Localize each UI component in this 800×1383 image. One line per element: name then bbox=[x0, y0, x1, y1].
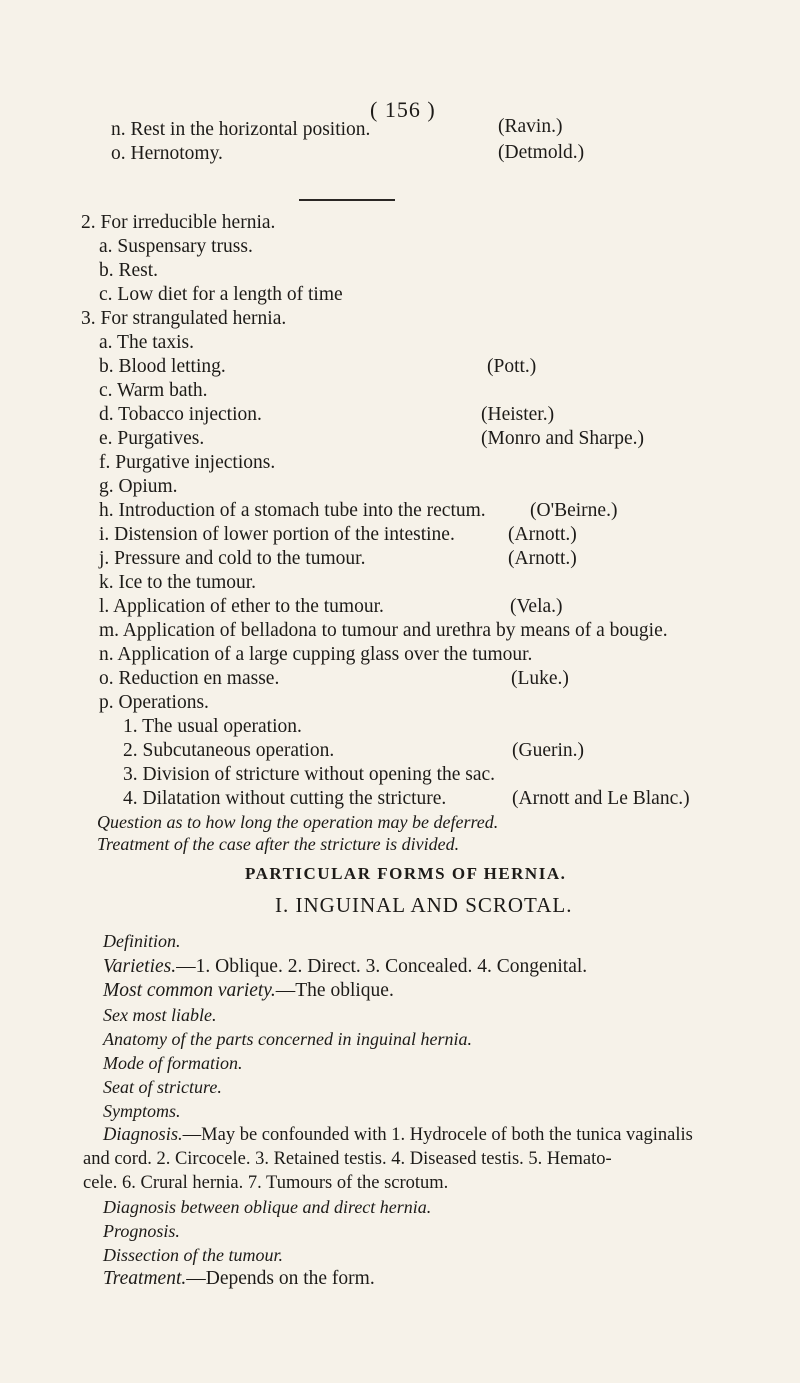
ref-ravin: (Ravin.) bbox=[498, 116, 563, 137]
list-item: a. The taxis. bbox=[99, 332, 194, 353]
ref-heister: (Heister.) bbox=[481, 404, 555, 425]
treatment-final-line bbox=[103, 1267, 375, 1291]
page-number: ( 156 ) bbox=[370, 97, 436, 122]
diagnosis-line bbox=[103, 1123, 693, 1147]
ref-obeirne: (O'Beirne.) bbox=[530, 500, 618, 521]
diagnosis-text: —May be confounded with 1. Hydrocele of both the tunica vaginalis bbox=[182, 1125, 693, 1145]
list-item: j. Pressure and cold to the tumour. bbox=[99, 548, 366, 569]
seat-label: Seat of stricture. bbox=[103, 1077, 222, 1097]
list-item: e. Purgatives. bbox=[99, 428, 205, 449]
treatment-final-label: Treatment. bbox=[103, 1268, 187, 1289]
mode-label: Mode of formation. bbox=[103, 1053, 243, 1073]
list-item: p. Operations. bbox=[99, 692, 209, 713]
section-title-irreducible: 2. For irreducible hernia. bbox=[81, 212, 276, 233]
list-item: d. Tobacco injection. bbox=[99, 404, 262, 425]
list-item: i. Distension of lower portion of the intestine. bbox=[99, 524, 455, 545]
operation-item: 4. Dilatation without cutting the stricture. bbox=[123, 788, 447, 809]
list-item: o. Reduction en masse. bbox=[99, 668, 280, 689]
section-subheading: I. INGUINAL AND SCROTAL. bbox=[275, 893, 573, 917]
list-item: c. Warm bath. bbox=[99, 380, 208, 401]
ref-arnott: (Arnott.) bbox=[508, 548, 577, 569]
common-variety-label: Most common variety. bbox=[103, 980, 276, 1001]
anatomy-label: Anatomy of the parts concerned in inguinal hernia. bbox=[103, 1029, 472, 1049]
list-item: n. Application of a large cupping glass over the tumour. bbox=[99, 644, 533, 665]
list-item: b. Rest. bbox=[99, 260, 159, 281]
operation-item: 3. Division of stricture without opening the sac. bbox=[123, 764, 496, 785]
ref-guerin: (Guerin.) bbox=[512, 740, 585, 761]
varieties-line bbox=[103, 955, 587, 979]
symptoms-label: Symptoms. bbox=[103, 1101, 181, 1121]
diagnosis-between-label: Diagnosis between oblique and direct hernia. bbox=[103, 1197, 432, 1217]
section-title-strangulated: 3. For strangulated hernia. bbox=[81, 308, 287, 329]
sex-label: Sex most liable. bbox=[103, 1005, 217, 1025]
list-item: k. Ice to the tumour. bbox=[99, 572, 257, 593]
ref-detmold: (Detmold.) bbox=[498, 142, 585, 163]
ref-vela: (Vela.) bbox=[510, 596, 563, 617]
operation-item: 2. Subcutaneous operation. bbox=[123, 740, 335, 761]
list-item: m. Application of belladona to tumour and urethra by means of a bougie. bbox=[99, 620, 668, 641]
ref-arnott-le-blanc: (Arnott and Le Blanc.) bbox=[512, 788, 690, 809]
list-item-rest: n. Rest in the horizontal position. bbox=[111, 119, 371, 140]
list-item: c. Low diet for a length of time bbox=[99, 284, 343, 305]
ref-luke: (Luke.) bbox=[511, 668, 569, 689]
ref-arnott: (Arnott.) bbox=[508, 524, 577, 545]
list-item-hernotomy: o. Hernotomy. bbox=[111, 143, 223, 164]
common-variety-text: —The oblique. bbox=[275, 980, 394, 1001]
list-item: h. Introduction of a stomach tube into the rectum. bbox=[99, 500, 486, 521]
operation-item: 1. The usual operation. bbox=[123, 716, 302, 737]
prognosis-label: Prognosis. bbox=[103, 1221, 180, 1241]
section-divider bbox=[299, 199, 395, 201]
diagnosis-line: cele. 6. Crural hernia. 7. Tumours of the scrotum. bbox=[83, 1173, 449, 1193]
question-line: Question as to how long the operation may be deferred. bbox=[97, 812, 499, 832]
treatment-final-text: —Depends on the form. bbox=[186, 1268, 375, 1289]
section-heading: PARTICULAR FORMS OF HERNIA. bbox=[245, 864, 567, 883]
list-item: l. Application of ether to the tumour. bbox=[99, 596, 384, 617]
varieties-label: Varieties. bbox=[103, 956, 177, 977]
diagnosis-label: Diagnosis. bbox=[103, 1125, 183, 1145]
treatment-line: Treatment of the case after the stricture is divided. bbox=[97, 834, 460, 854]
varieties-text: —1. Oblique. 2. Direct. 3. Concealed. 4. Congenital. bbox=[176, 956, 588, 977]
diagnosis-line: and cord. 2. Circocele. 3. Retained testis. 4. Diseased testis. 5. Hemato- bbox=[83, 1149, 612, 1169]
ref-pott: (Pott.) bbox=[487, 356, 537, 377]
list-item: g. Opium. bbox=[99, 476, 178, 497]
definition-label: Definition. bbox=[103, 931, 181, 951]
common-variety-line bbox=[103, 979, 394, 1003]
list-item: f. Purgative injections. bbox=[99, 452, 276, 473]
list-item: b. Blood letting. bbox=[99, 356, 226, 377]
list-item: a. Suspensary truss. bbox=[99, 236, 253, 257]
dissection-label: Dissection of the tumour. bbox=[103, 1245, 283, 1265]
ref-monro-sharpe: (Monro and Sharpe.) bbox=[481, 428, 644, 449]
